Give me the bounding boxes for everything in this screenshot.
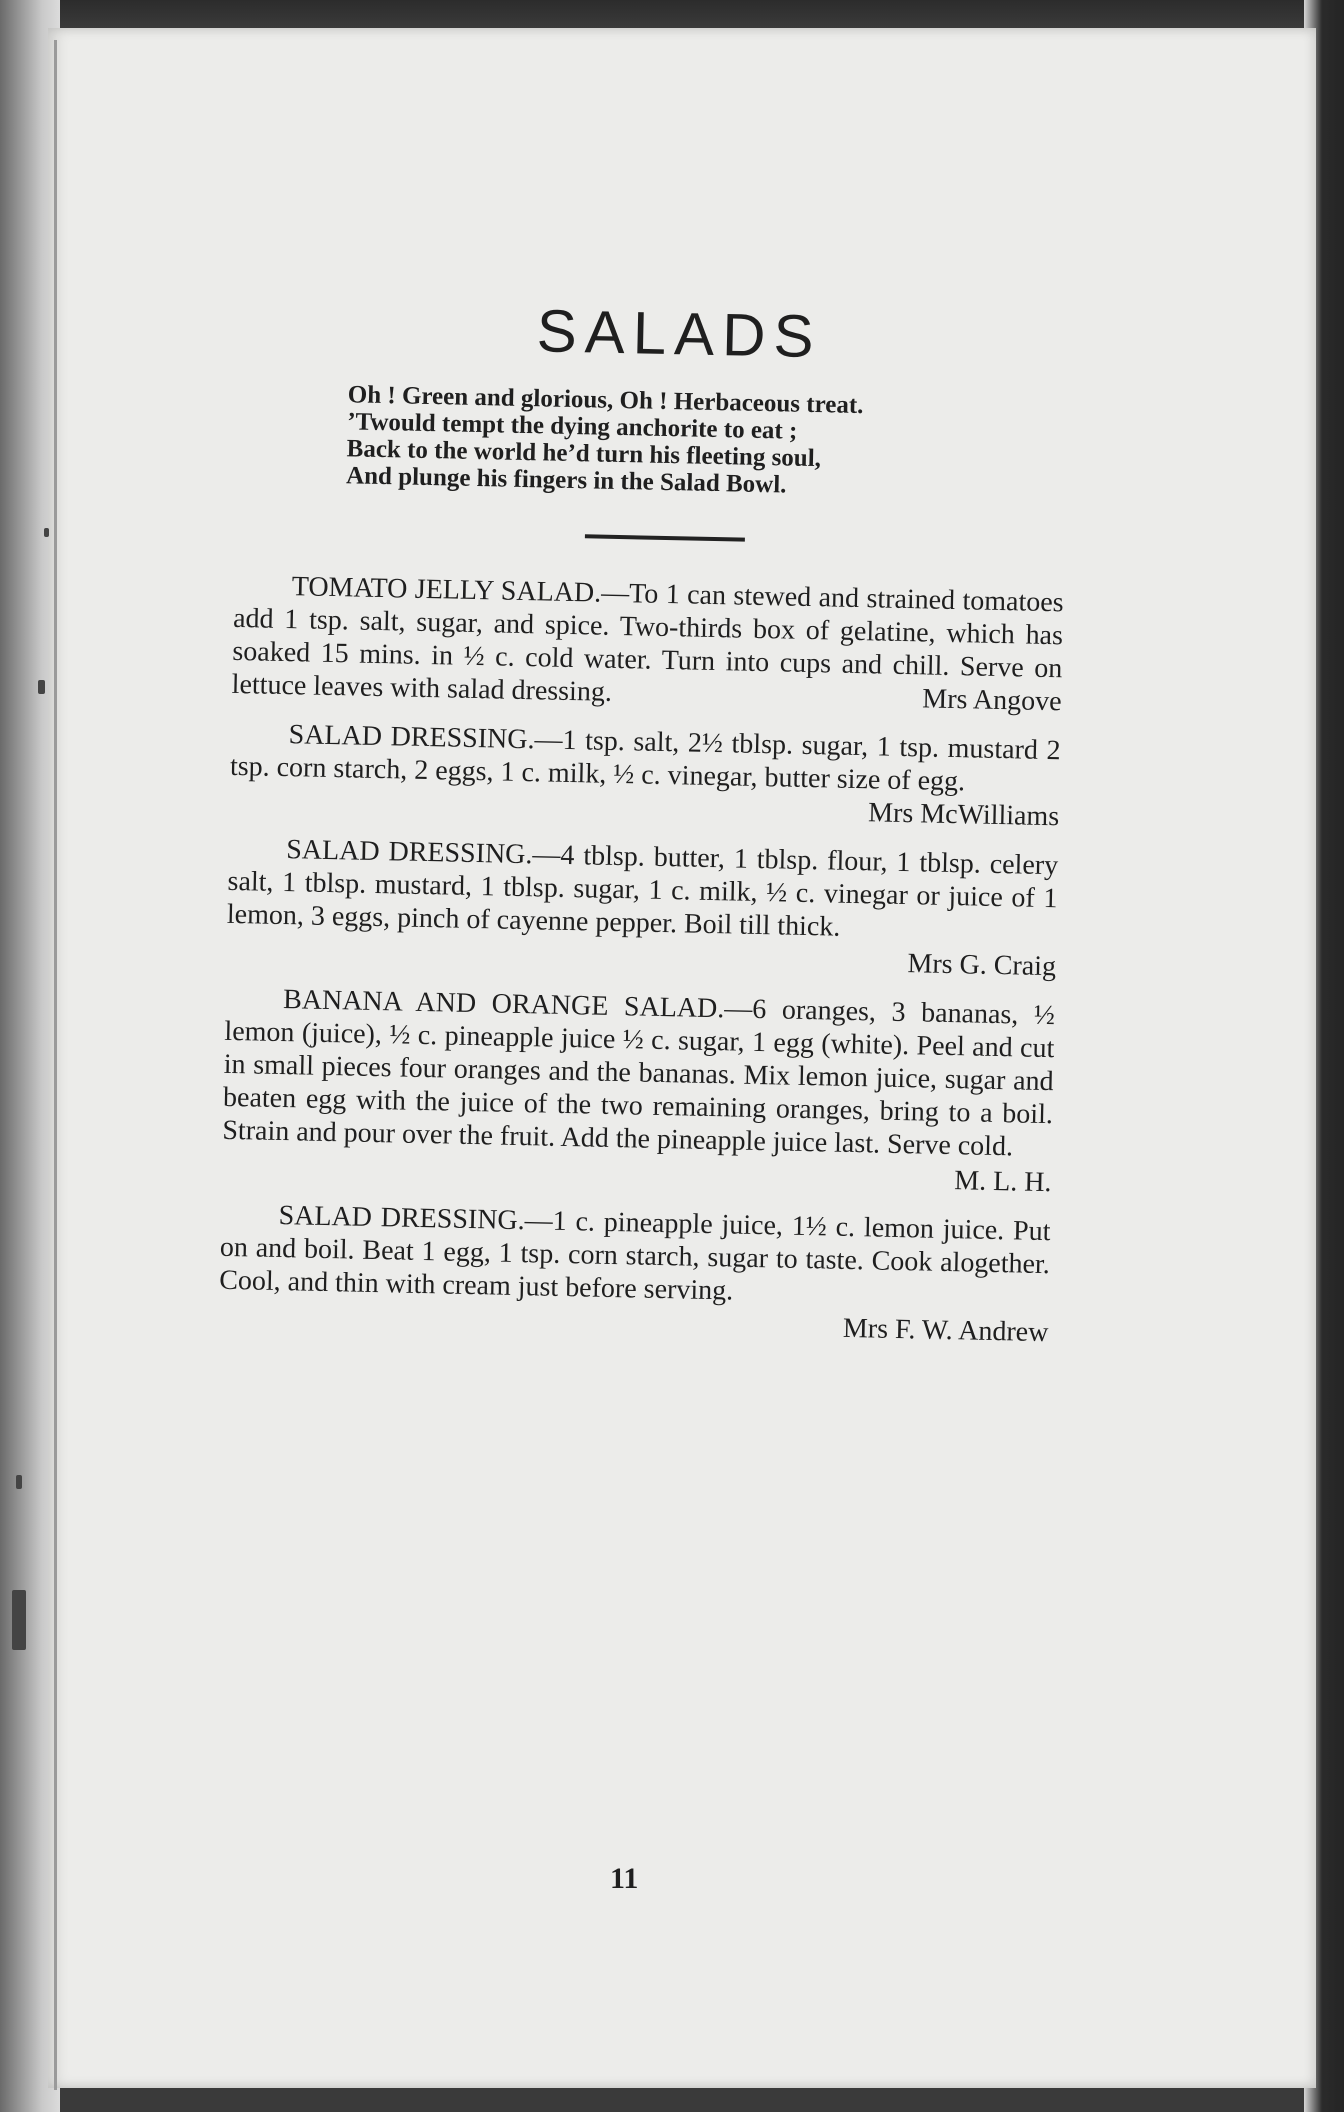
recipe-text [229, 717, 1061, 833]
page-binding-edge [54, 40, 57, 2090]
recipe-text [222, 982, 1055, 1164]
margin-speck [44, 528, 49, 537]
recipe-author: Mrs McWilliams [867, 797, 1060, 833]
recipe-title: SALAD DRESSING. [278, 1200, 526, 1237]
epigraph-poem [346, 381, 1068, 504]
recipe-title: SALAD DRESSING. [285, 834, 533, 871]
poem-line: Oh ! Green and glorious, Oh ! Herbaceous treat. [347, 381, 864, 420]
margin-speck [38, 680, 45, 694]
recipe-author: Mrs G. Craig [907, 948, 1057, 983]
poem-line: Back to the world he’d turn his fleeting soul, [346, 435, 822, 473]
recipe-title: BANANA AND ORANGE SALAD. [282, 984, 725, 1025]
recipe-tomato-jelly-salad [231, 569, 1064, 718]
recipe-title: SALAD DRESSING. [288, 719, 535, 756]
recipe-author: Mrs F. W. Andrew [842, 1312, 1049, 1349]
margin-speck [12, 1590, 26, 1650]
section-divider [585, 534, 745, 541]
recipe-body: —4 tblsp. butter, 1 tblsp. flour, 1 tblsp. celery salt, 1 tblsp. mustard, 1 tblsp. sugar, 1 c. milk, ½ c. vinegar or juice of 1 lemon, 3 eggs, pinch of cayenne pepper. Boil till thick. [226, 839, 1059, 943]
poem-line: And plunge his fingers in the Salad Bowl. [345, 462, 787, 499]
recipe-body: —6 oranges, 3 bananas, ½ lemon (juice), ½ c. pineapple juice ½ c. sugar, 1 egg (white). Peel and cut in small pieces four oranges and the bananas. Mix lemon juice, sugar and beaten egg with the juice of the two remaining oranges, bring to a boil. Strain and pour over the fruit. Add the pineapple juice last. Serve cold. [222, 993, 1056, 1163]
recipe-title: TOMATO JELLY SALAD. [291, 571, 602, 609]
page-title: SALADS [536, 297, 823, 371]
recipe-text [219, 1198, 1051, 1314]
poem-line: ’Twould tempt the dying anchorite to eat ; [346, 408, 798, 445]
margin-speck [16, 1475, 22, 1489]
recipe-author: Mrs Angove [922, 683, 1062, 718]
recipe-body: —1 c. pineapple juice, 1½ c. lemon juice. Put on and boil. Beat 1 egg, 1 tsp. corn starch, sugar to taste. Cook alogether. Cool, and thin with cream just before serving. [218, 1205, 1051, 1307]
recipe-text [231, 569, 1064, 718]
recipe-author: M. L. H. [953, 1165, 1052, 1199]
recipe-banana-orange-salad [221, 982, 1055, 1199]
recipe-salad-dressing-2 [226, 832, 1059, 983]
recipe-body: —To 1 can stewed and strained tomatoes add 1 tsp. salt, sugar, and spice. Two-thirds box of gelatine, which has soaked 15 mins. in ½ c. cold water. Turn into cups and chill. Serve on lettuce leaves with salad dressing. [231, 577, 1064, 708]
recipe-body: —1 tsp. salt, 2½ tblsp. sugar, 1 tsp. mustard 2 tsp. corn starch, 2 eggs, 1 c. milk, ½ c. vinegar, butter size of egg. [229, 724, 1061, 798]
page-number: 11 [610, 1862, 639, 1895]
recipe-text [227, 832, 1059, 948]
recipe-salad-dressing-1 [229, 717, 1061, 833]
page-content [218, 290, 1070, 1365]
recipe-salad-dressing-3 [218, 1198, 1051, 1349]
